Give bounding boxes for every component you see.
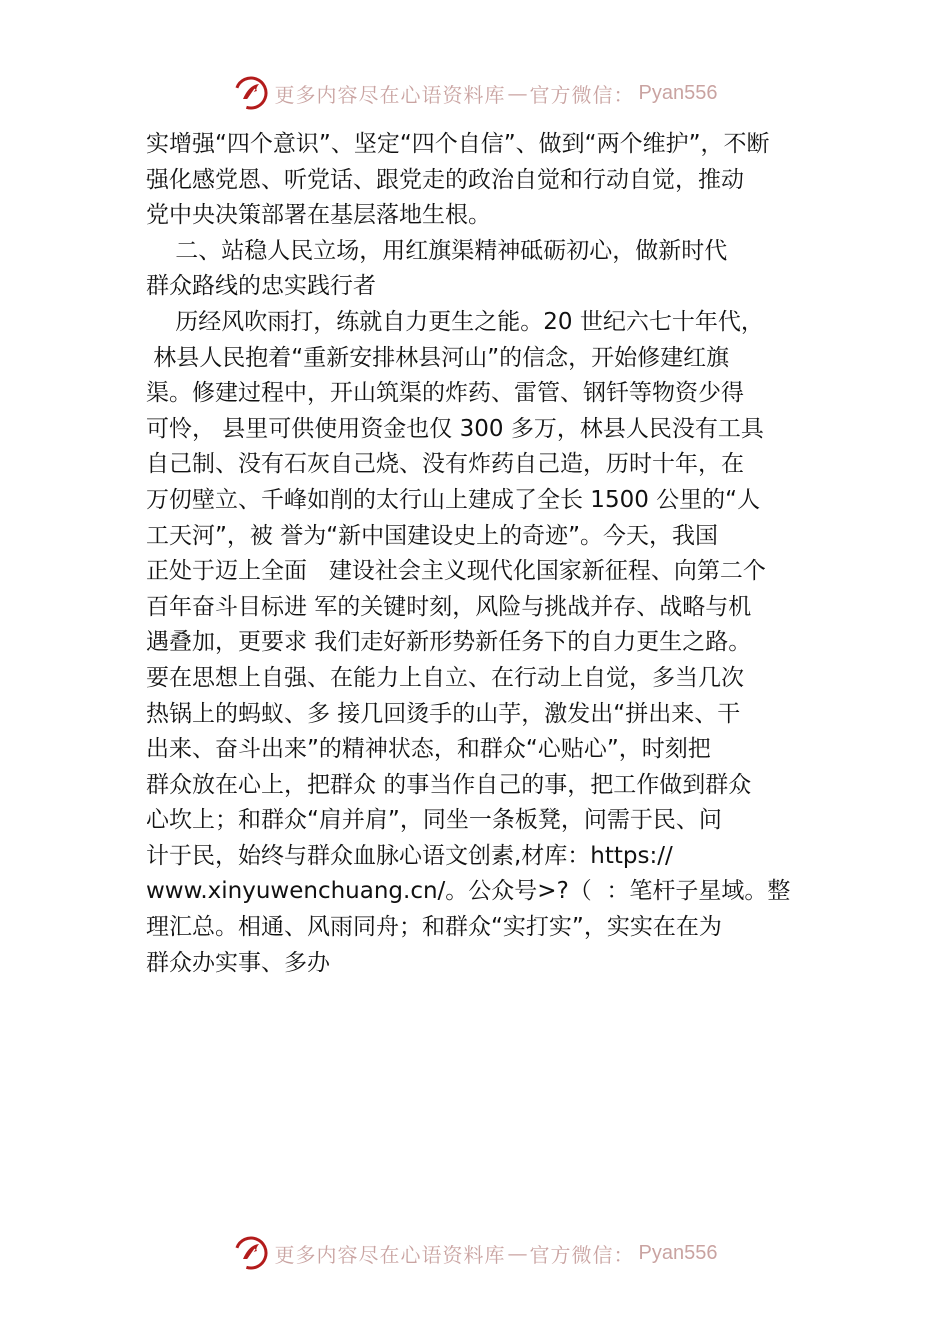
body-line: www.xinyuwenchuang.cn/。公众号>?（ ：笔杆子星域。整	[146, 878, 791, 905]
footer-banner	[0, 1228, 950, 1278]
section-heading-line: 群众路线的忠实践行者	[146, 273, 376, 300]
body-line: 出来、奋斗出来”的精神状态，和群众“心贴心”，时刻把	[146, 736, 711, 763]
body-line: 遇叠加，更要求 我们走好新形势新任务下的自力更生之路。	[146, 629, 752, 656]
header-separator: —	[507, 81, 528, 105]
header-banner	[0, 68, 950, 118]
footer-brand-text: 更多内容尽在心语资料库	[274, 1242, 506, 1267]
logo-icon	[233, 1235, 269, 1271]
body-line: 万仞壁立、千峰如削的太行山上建成了全长 1500 公里的“人	[146, 486, 761, 513]
body-line: 实增强“四个意识”、坚定“四个自信”、做到“两个维护”，不断	[146, 131, 770, 157]
document-body	[146, 127, 826, 981]
body-line: 心坎上；和群众“肩并肩”，同坐一条板凳，问需于民、问	[146, 807, 722, 834]
body-line: 可怜， 县里可供使用资金也仅 300 多万，林县人民没有工具	[146, 415, 764, 442]
body-line: 理汇总。相通、风雨同舟；和群众“实打实”，实实在在为	[146, 914, 722, 941]
body-line: 正处于迈上全面 建设社会主义现代化国家新征程、向第二个	[146, 558, 766, 585]
header-contact-label: 官方微信：	[529, 82, 635, 107]
header-contact-handle: Pyan556	[638, 81, 718, 104]
body-line: 热锅上的蚂蚁、多 接几回烫手的山芋，激发出“拼出来、干	[146, 700, 741, 727]
logo-icon	[233, 75, 269, 111]
footer-contact-handle: Pyan556	[638, 1241, 718, 1264]
footer-contact-label: 官方微信：	[529, 1242, 635, 1267]
body-line: 要在思想上自强、在能力上自立、在行动上自觉，多当几次	[146, 664, 744, 691]
header-brand-text: 更多内容尽在心语资料库	[274, 82, 506, 107]
section-heading-line: 二、站稳人民立场，用红旗渠精神砥砺初心，做新时代	[146, 237, 728, 264]
body-line: 工天河”，被 誉为“新中国建设史上的奇迹”。今天，我国	[146, 522, 719, 549]
body-line: 渠。修建过程中，开山筑渠的炸药、雷管、钢钎等物资少得	[146, 380, 744, 407]
body-line: 自己制、没有石灰自己烧、没有炸药自己造，历时十年，在	[146, 451, 744, 478]
body-line: 历经风吹雨打，练就自力更生之能。20 世纪六七十年代，	[146, 308, 764, 335]
body-line: 党中央决策部署在基层落地生根。	[146, 202, 491, 229]
body-line: 林县人民抱着“重新安排林县河山”的信念，开始修建红旗	[146, 344, 730, 371]
body-line: 百年奋斗目标进 军的关键时刻，风险与挑战并存、战略与机	[146, 593, 752, 620]
body-line: 群众办实事、多办	[146, 949, 330, 976]
body-line: 计于民，始终与群众血脉心语文创素,材库：https://	[146, 842, 673, 869]
body-line: 强化感党恩、听党话、跟党走的政治自觉和行动自觉，推动	[146, 166, 744, 193]
footer-separator: —	[507, 1241, 528, 1265]
body-line: 群众放在心上，把群众 的事当作自己的事，把工作做到群众	[146, 771, 752, 798]
